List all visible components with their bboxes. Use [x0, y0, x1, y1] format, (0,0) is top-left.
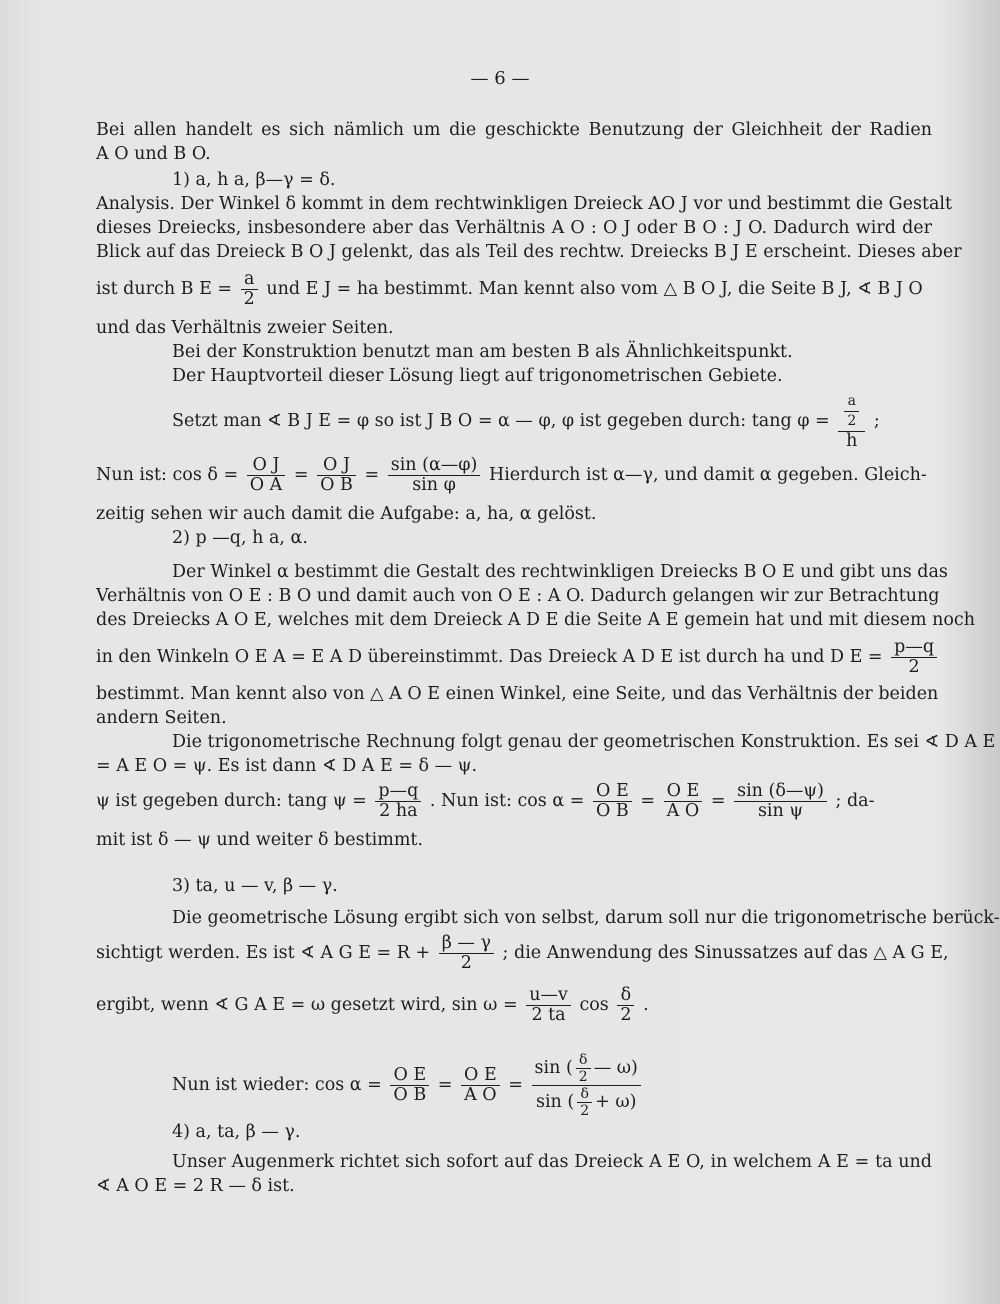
- fraction-denominator: sin ψ: [757, 801, 804, 821]
- fraction-denominator: A O: [666, 801, 700, 821]
- case-heading: 1) a, h a, β—γ = δ.: [172, 170, 336, 190]
- text-segment: Nun ist: cos δ =: [96, 465, 239, 485]
- equals-sign: =: [293, 465, 309, 485]
- text-line: Blick auf das Dreieck B O J gelenkt, das als Teil des rechtw. Dreiecks B J E erscheint. Dieses aber: [96, 242, 962, 262]
- text-segment: . Nun ist: cos α =: [429, 791, 585, 811]
- fraction: [247, 456, 286, 495]
- fraction-numerator: O E: [461, 1066, 500, 1086]
- fraction: [891, 638, 937, 677]
- fraction-numerator: p—q: [891, 638, 937, 658]
- fraction-numerator: sin (δ—ψ): [734, 782, 827, 802]
- formula-line: [96, 638, 940, 677]
- fraction: [388, 456, 481, 495]
- text-line: Verhältnis von O E : B O und damit auch von O E : A O. Dadurch gelangen wir zur Betrachtung: [96, 586, 940, 606]
- text-segment: und E J = ha bestimmt. Man kennt also vom △ B O J, die Seite B J, ∢ B J O: [266, 279, 923, 299]
- text-segment: sin (: [534, 1058, 573, 1078]
- text-line: bestimmt. Man kennt also von △ A O E einen Winkel, eine Seite, und das Verhältnis der beiden: [96, 684, 939, 704]
- text-line: = A E O = ψ. Es ist dann ∢ D A E = δ — ψ.: [96, 756, 478, 776]
- text-line: Unser Augenmerk richtet sich sofort auf das Dreieck A E O, in welchem A E = ta und: [172, 1152, 932, 1172]
- fraction-denominator: 2: [580, 1103, 590, 1119]
- text-line: und das Verhältnis zweier Seiten.: [96, 318, 394, 338]
- fraction-numerator: δ: [576, 1052, 591, 1069]
- fraction-numerator: sin (α—φ): [388, 456, 481, 476]
- text-line: Die geometrische Lösung ergibt sich von selbst, darum soll nur die trigonometrische berück-: [172, 908, 1000, 928]
- text-segment: Setzt man ∢ B J E = φ so ist J B O = α — φ, φ ist gegeben durch: tang φ =: [172, 411, 830, 431]
- case-heading: 4) a, ta, β — γ.: [172, 1122, 301, 1142]
- text-segment: ;: [873, 411, 880, 431]
- fraction-denominator: 2: [243, 289, 255, 309]
- fraction-denominator: 2: [847, 413, 857, 429]
- text-line: des Dreiecks A O E, welches mit dem Dreieck A D E die Seite A E gemein hat und mit diesem noch: [96, 610, 975, 630]
- text-line: Analysis. Der Winkel δ kommt in dem rechtwinkligen Dreieck AO J vor und bestimmt die Gestalt: [96, 194, 953, 214]
- text-segment: ist durch B E =: [96, 279, 233, 299]
- fraction: [526, 986, 571, 1025]
- text-segment: cos: [579, 995, 609, 1015]
- nested-fraction: [576, 1052, 591, 1085]
- formula-line: [96, 270, 923, 309]
- text-segment: — ω): [593, 1058, 638, 1078]
- fraction: [593, 782, 632, 821]
- case-heading: 2) p —q, h a, α.: [172, 528, 308, 548]
- page-number: — 6 —: [470, 68, 530, 89]
- text-line: Der Hauptvorteil dieser Lösung liegt auf trigonometrischen Gebiete.: [172, 366, 783, 386]
- equals-sign: =: [640, 791, 656, 811]
- text-line: Die trigonometrische Rechnung folgt genau der geometrischen Konstruktion. Es sei ∢ D A E: [172, 732, 996, 752]
- text-segment: Hierdurch ist α—γ, und damit α gegeben. Gleich-: [488, 465, 927, 485]
- fraction-numerator: O E: [390, 1066, 429, 1086]
- fraction-denominator: 2: [620, 1005, 632, 1025]
- fraction: [461, 1066, 500, 1105]
- fraction-numerator: u—v: [526, 986, 571, 1006]
- fraction-numerator: [838, 392, 865, 432]
- fraction-numerator: O E: [593, 782, 632, 802]
- text-line: andern Seiten.: [96, 708, 227, 728]
- equals-sign: =: [710, 791, 726, 811]
- text-line: mit ist δ — ψ und weiter δ bestimmt.: [96, 830, 424, 850]
- fraction: [241, 270, 258, 309]
- text-line: Der Winkel α bestimmt die Gestalt des rechtwinkligen Dreiecks B O E und gibt uns das: [172, 562, 948, 582]
- formula-line: [172, 1052, 644, 1119]
- fraction: [664, 782, 703, 821]
- text-segment: sichtigt werden. Es ist ∢ A G E = R +: [96, 943, 431, 963]
- fraction-denominator: 2: [908, 657, 920, 677]
- fraction-numerator: O E: [664, 782, 703, 802]
- formula-line: [96, 782, 875, 821]
- text-line: Bei der Konstruktion benutzt man am besten B als Ähnlichkeitspunkt.: [172, 342, 793, 362]
- text-line: A O und B O.: [96, 144, 211, 164]
- fraction-denominator: A O: [464, 1085, 497, 1105]
- fraction-denominator: 2 ta: [531, 1005, 566, 1025]
- fraction: [838, 392, 865, 451]
- period: .: [643, 995, 649, 1015]
- text-line: zeitig sehen wir auch damit die Aufgabe: a, ha, α gelöst.: [96, 504, 597, 524]
- equals-sign: =: [508, 1075, 523, 1095]
- fraction-denominator: 2 ha: [379, 801, 418, 821]
- text-segment: ; die Anwendung des Sinussatzes auf das △ A G E,: [502, 943, 949, 963]
- text-segment: ; da-: [835, 791, 875, 811]
- fraction-denominator: O B: [320, 475, 353, 495]
- fraction-denominator: h: [846, 431, 858, 451]
- text-segment: sin (: [535, 1092, 575, 1112]
- fraction-numerator: β — γ: [439, 934, 494, 954]
- formula-line: [96, 456, 927, 495]
- nested-fraction: [577, 1086, 592, 1119]
- fraction: [375, 782, 421, 821]
- nested-fraction: [844, 392, 859, 431]
- fraction-denominator: sin φ: [412, 475, 456, 495]
- fraction: [617, 986, 634, 1025]
- fraction-numerator: a: [844, 392, 859, 412]
- fraction-numerator: δ: [617, 986, 634, 1006]
- fraction-denominator: [532, 1086, 641, 1119]
- text-line: ∢ A O E = 2 R — δ ist.: [96, 1176, 295, 1196]
- text-line: dieses Dreiecks, insbesondere aber das Verhältnis A O : O J oder B O : J O. Dadurch wird der: [96, 218, 932, 238]
- equals-sign: =: [437, 1075, 453, 1095]
- formula-line: [96, 986, 649, 1025]
- fraction: [317, 456, 356, 495]
- fraction: [734, 782, 827, 821]
- fraction-denominator: O A: [249, 475, 283, 495]
- case-heading: 3) ta, u — v, β — γ.: [172, 876, 338, 896]
- text-segment: + ω): [595, 1092, 637, 1112]
- fraction: [532, 1052, 641, 1119]
- equals-sign: =: [364, 465, 380, 485]
- fraction-numerator: a: [241, 270, 258, 290]
- formula-line: [172, 392, 880, 451]
- fraction-numerator: O J: [247, 456, 286, 476]
- text-segment: ψ ist gegeben durch: tang ψ =: [96, 791, 367, 811]
- formula-line: [96, 934, 949, 973]
- fraction-numerator: p—q: [375, 782, 421, 802]
- fraction-denominator: 2: [578, 1069, 588, 1085]
- fraction-denominator: O B: [393, 1085, 427, 1105]
- fraction: [390, 1066, 429, 1105]
- text-segment: ergibt, wenn ∢ G A E = ω gesetzt wird, sin ω =: [96, 995, 518, 1015]
- fraction-numerator: O J: [317, 456, 356, 476]
- fraction-denominator: O B: [595, 801, 629, 821]
- fraction: [439, 934, 494, 973]
- fraction-denominator: 2: [460, 953, 472, 973]
- text-line: Bei allen handelt es sich nämlich um die geschickte Benutzung der Gleichheit der Radien: [96, 120, 932, 140]
- text-segment: Nun ist wieder: cos α =: [172, 1075, 382, 1095]
- text-segment: in den Winkeln O E A = E A D übereinstimmt. Das Dreieck A D E ist durch ha und D E =: [96, 647, 883, 667]
- fraction-numerator: [532, 1052, 641, 1086]
- fraction-numerator: δ: [577, 1086, 592, 1103]
